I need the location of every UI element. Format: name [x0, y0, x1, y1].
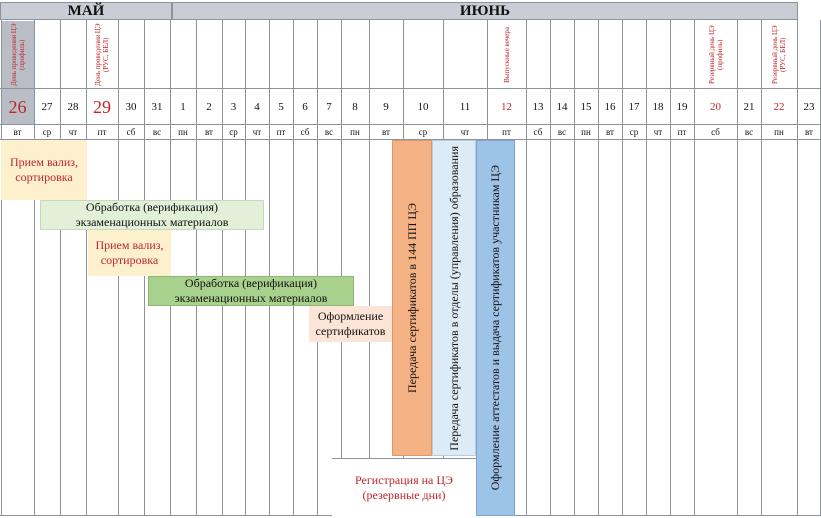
- day-number: 14: [556, 101, 568, 113]
- day-number: 1: [180, 101, 186, 113]
- day-number: 16: [604, 101, 616, 113]
- day-number: 9: [383, 101, 389, 113]
- day-number: 31: [151, 101, 163, 113]
- day-of-week: пн: [178, 127, 188, 137]
- day-of-week: вс: [324, 127, 334, 137]
- header-divider: [0, 88, 821, 89]
- task-certificates: Оформление сертификатов: [309, 306, 392, 342]
- day-of-week: чт: [460, 127, 470, 137]
- day-of-week: вт: [382, 127, 390, 137]
- day-number: 12: [501, 101, 512, 113]
- day-of-week: вс: [744, 127, 754, 137]
- day-of-week: пт: [502, 127, 511, 137]
- day-number: 7: [326, 101, 332, 113]
- column-heading: [86, 22, 118, 88]
- day-of-week: вт: [13, 127, 22, 137]
- day-number: 13: [532, 101, 544, 113]
- day-number: 11: [459, 101, 471, 113]
- task-transfer-label: Передача сертификатов в 144 ПП ЦЭ: [404, 203, 419, 393]
- day-of-week: пн: [350, 127, 360, 137]
- task-departments: [432, 140, 476, 456]
- day-number: 2: [206, 101, 212, 113]
- day-of-week: сб: [126, 127, 136, 137]
- task-departments-label: Передача сертификатов в отделы (управления) образования: [446, 145, 461, 451]
- day-number: 22: [773, 101, 785, 113]
- column-heading-text: Резервный день ЦЭ (РУС, БЕЛ): [771, 25, 787, 85]
- day-number: 4: [254, 101, 260, 113]
- column-heading-text: День проведения ЦЭ (РУС, БЕЛ): [94, 23, 110, 87]
- column-heading: [1, 22, 34, 88]
- day-of-week: ср: [229, 127, 238, 137]
- day-number: 20: [710, 101, 721, 113]
- column-heading-text: День проведения ЦЭ (профиль): [9, 23, 26, 87]
- task-registration: Регистрация на ЦЭ (резервные дни): [332, 458, 476, 516]
- day-of-week: чт: [68, 127, 78, 137]
- day-of-week: вт: [606, 127, 614, 137]
- day-of-week: чт: [252, 127, 262, 137]
- day-of-week: чт: [653, 127, 663, 137]
- task-attestats-label: Оформление аттестатов и выдача сертификатов участникам ЦЭ: [488, 165, 502, 491]
- day-number: 17: [628, 101, 640, 113]
- day-of-week: ср: [418, 127, 428, 137]
- day-of-week: пн: [581, 127, 591, 137]
- day-number: 27: [41, 101, 53, 113]
- day-number: 26: [8, 96, 27, 117]
- day-number: 10: [417, 101, 429, 113]
- day-number: 29: [93, 96, 111, 117]
- day-of-week: сб: [300, 127, 310, 137]
- task-process-2: Обработка (верификация) экзаменационных материалов: [148, 276, 354, 306]
- day-number: 19: [676, 101, 688, 113]
- column-heading: [487, 22, 526, 88]
- header-divider: [0, 124, 821, 125]
- month-may: МАЙ: [0, 2, 172, 20]
- day-number: 15: [580, 101, 592, 113]
- day-number: 5: [278, 101, 284, 113]
- day-of-week: пт: [276, 127, 286, 137]
- task-receive-2: Прием вализ, сортировка: [88, 230, 171, 276]
- day-of-week: ср: [629, 127, 639, 137]
- task-process-1: Обработка (верификация) экзаменационных материалов: [40, 200, 264, 230]
- column-heading: [694, 22, 737, 88]
- day-number: 28: [67, 101, 79, 113]
- task-attestats: [476, 140, 515, 516]
- day-of-week: вс: [152, 127, 162, 137]
- day-of-week: сб: [533, 127, 543, 137]
- day-of-week: вт: [805, 127, 813, 137]
- day-of-week: пт: [677, 127, 687, 137]
- column-heading-text: Резервный день ЦЭ (профиль): [707, 25, 724, 85]
- column-heading: [761, 22, 797, 88]
- task-transfer: [392, 140, 432, 456]
- day-number: 8: [352, 101, 358, 113]
- day-number: 21: [743, 101, 755, 113]
- day-number: 23: [803, 101, 815, 113]
- day-number: 3: [230, 101, 237, 113]
- day-of-week: пт: [97, 127, 107, 137]
- task-receive-1: Прием вализ, сортировка: [1, 140, 87, 200]
- day-of-week: пн: [774, 127, 784, 137]
- day-of-week: ср: [42, 127, 52, 137]
- day-number: 30: [125, 101, 137, 113]
- column-heading-text: Выпускные вечера: [502, 27, 511, 83]
- day-of-week: вс: [557, 127, 567, 137]
- day-of-week: сб: [711, 127, 720, 137]
- day-of-week: вт: [205, 127, 213, 137]
- day-number: 6: [302, 101, 308, 113]
- month-june: ИЮНЬ: [172, 2, 798, 20]
- day-number: 18: [652, 101, 664, 113]
